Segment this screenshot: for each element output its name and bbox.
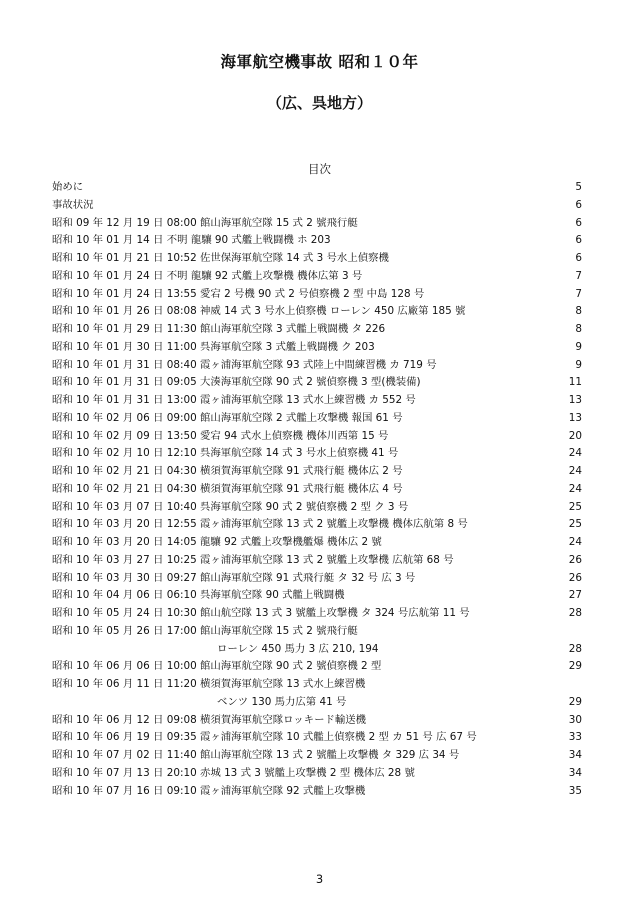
- toc-entry-page: 29: [568, 695, 582, 708]
- toc-entry-page: 34: [568, 766, 582, 779]
- toc-entry-text: 昭和 10 年 06 月 12 日 09:08 横須賀海軍航空隊ロッキード輸送機: [52, 713, 367, 726]
- toc-entry: [52, 321, 582, 339]
- toc-entry-text: 昭和 10 年 01 月 31 日 09:05 大湊海軍航空隊 90 式 2 號偵察機 3 型(機装備): [52, 376, 421, 389]
- toc-entry-text: 始めに: [52, 181, 84, 193]
- toc-entry-text: ベンツ 130 馬力広第 41 号: [217, 695, 347, 708]
- toc-entry-page: 29: [568, 660, 582, 673]
- toc-entry-text: 昭和 10 年 06 月 11 日 11:20 横須賀海軍航空隊 13 式水上練習機: [52, 678, 366, 690]
- toc-entry-text: 昭和 10 年 06 月 19 日 09:35 霞ヶ浦海軍航空隊 10 式艦上偵察機 2 型 カ 51 号 広 67 号: [52, 731, 477, 744]
- toc-entry-page: 13: [568, 411, 582, 424]
- toc-entry: [52, 215, 582, 233]
- toc-entry-text: 昭和 10 年 01 月 31 日 08:40 霞ヶ浦海軍航空隊 93 式陸上中間練習機 カ 719 号: [52, 358, 437, 371]
- toc-entry-text: 昭和 10 年 02 月 06 日 09:00 館山海軍航空隊 2 式艦上攻撃機 報国 61 号: [52, 411, 403, 424]
- toc-entry-text: 昭和 10 年 01 月 24 日 不明 龍驤 92 式艦上攻撃機 機体広第 3 号: [52, 269, 363, 282]
- toc-entry: [52, 481, 582, 499]
- toc-entry: [52, 463, 582, 481]
- toc-entry: [52, 286, 582, 304]
- toc-entry-page: 24: [568, 482, 582, 495]
- toc-entry-text: 昭和 10 年 01 月 24 日 13:55 愛宕 2 号機 90 式 2 号偵察機 2 型 中島 128 号: [52, 287, 425, 300]
- toc-entry-text: 昭和 10 年 05 月 24 日 10:30 館山航空隊 13 式 3 號艦上攻撃機 タ 324 号広航第 11 号: [52, 607, 470, 619]
- toc-entry-page: 24: [568, 447, 582, 460]
- toc-entry-text: 昭和 10 年 03 月 20 日 14:05 龍驤 92 式艦上攻撃機艦爆 機体広 2 號: [52, 536, 382, 548]
- toc-entry: [52, 587, 582, 605]
- document-title: 海軍航空機事故 昭和１０年: [220, 53, 419, 71]
- toc-entry-text: 昭和 10 年 05 月 26 日 17:00 館山海軍航空隊 15 式 2 號飛行艇: [52, 624, 358, 637]
- toc-entry: [52, 374, 582, 392]
- toc-entry-page: 25: [568, 500, 582, 513]
- toc-entry-text: 昭和 10 年 02 月 21 日 04:30 横須賀海軍航空隊 91 式飛行艇 機体広 4 号: [52, 482, 403, 495]
- toc-entry-page: 6: [575, 234, 582, 247]
- toc-entry: [52, 623, 582, 641]
- toc-entry-text: 昭和 10 年 02 月 10 日 12:10 呉海軍航空隊 14 式 3 号水上偵察機 41 号: [52, 447, 399, 460]
- toc-entry: [52, 499, 582, 517]
- toc-entry-page: 20: [568, 429, 582, 442]
- toc-entry-text: 昭和 10 年 07 月 13 日 20:10 赤城 13 式 3 號艦上攻撃機 2 型 機体広 28 號: [52, 766, 415, 779]
- toc-entry-page: 25: [568, 518, 582, 531]
- toc-entry-page: 6: [575, 198, 582, 211]
- toc-entry: [52, 765, 582, 783]
- toc-entry: [52, 570, 582, 588]
- toc-entry: [52, 605, 582, 623]
- toc-entry-text: 昭和 10 年 03 月 30 日 09:27 館山海軍航空隊 91 式飛行艇 タ 32 号 広 3 号: [52, 571, 416, 584]
- toc-entry-page: 7: [575, 269, 582, 282]
- toc-entry-text: 昭和 10 年 02 月 21 日 04:30 横須賀海軍航空隊 91 式飛行艇 機体広 2 号: [52, 465, 403, 477]
- toc-entry: [52, 641, 582, 659]
- toc-entry-text: 昭和 10 年 07 月 16 日 09:10 霞ヶ浦海軍航空隊 92 式艦上攻撃機: [52, 784, 366, 797]
- toc-entry: [52, 445, 582, 463]
- toc-entry-page: 35: [568, 784, 582, 797]
- toc-entry: [52, 410, 582, 428]
- toc-entry-text: 昭和 10 年 03 月 07 日 10:40 呉海軍航空隊 90 式 2 號偵察機 2 型 ク 3 号: [52, 500, 409, 513]
- toc-entry-text: 昭和 10 年 01 月 14 日 不明 龍驤 90 式艦上戦闘機 ホ 203: [52, 234, 331, 247]
- toc-entry: [52, 232, 582, 250]
- page-number: 3: [315, 872, 324, 886]
- toc-entry-page: 6: [575, 252, 582, 264]
- toc-entry-page: 8: [575, 305, 582, 318]
- toc-entry-text: 昭和 10 年 03 月 20 日 12:55 霞ヶ浦海軍航空隊 13 式 2 號艦上攻撃機 機体広航第 8 号: [52, 518, 468, 531]
- toc-entry-page: 9: [575, 358, 582, 371]
- toc-entry-page: 28: [568, 607, 582, 619]
- toc-entry-page: 24: [568, 465, 582, 477]
- toc-entry: [52, 339, 582, 357]
- toc-entry-text: 昭和 10 年 01 月 26 日 08:08 神威 14 式 3 号水上偵察機 ローレン 450 広廠第 185 號: [52, 305, 466, 318]
- toc-entry: [52, 197, 582, 215]
- toc-entry-text: 昭和 10 年 06 月 06 日 10:00 館山海軍航空隊 90 式 2 號偵察機 2 型: [52, 660, 382, 673]
- toc-entry: [52, 357, 582, 375]
- toc-entry-page: 24: [568, 536, 582, 548]
- toc-entry-text: 昭和 10 年 02 月 09 日 13:50 愛宕 94 式水上偵察機 機体川西第 15 号: [52, 429, 389, 442]
- toc-entry-text: ローレン 450 馬力 3 広 210, 194: [217, 642, 379, 655]
- toc-entry-page: 11: [568, 376, 582, 389]
- table-of-contents: [52, 179, 582, 800]
- toc-entry: [52, 729, 582, 747]
- toc-entry-text: 事故状況: [52, 198, 94, 211]
- toc-entry: [52, 694, 582, 712]
- toc-entry: [52, 268, 582, 286]
- toc-entry-page: 9: [575, 340, 582, 353]
- toc-entry-page: 30: [568, 713, 582, 726]
- toc-entry: [52, 428, 582, 446]
- toc-entry-text: 昭和 10 年 01 月 31 日 13:00 霞ヶ浦海軍航空隊 13 式水上練習機 カ 552 号: [52, 394, 416, 406]
- toc-entry-page: 33: [568, 731, 582, 744]
- toc-entry: [52, 747, 582, 765]
- toc-entry-page: 27: [568, 589, 582, 602]
- toc-entry: [52, 712, 582, 730]
- toc-entry-text: 昭和 10 年 07 月 02 日 11:40 館山海軍航空隊 13 式 2 號艦上攻撃機 タ 329 広 34 号: [52, 749, 460, 761]
- toc-entry-page: 34: [568, 749, 582, 761]
- toc-entry-page: 13: [568, 394, 582, 406]
- toc-entry-text: 昭和 10 年 04 月 06 日 06:10 呉海軍航空隊 90 式艦上戦闘機: [52, 589, 345, 602]
- toc-entry-page: 7: [575, 287, 582, 300]
- toc-entry: [52, 392, 582, 410]
- toc-entry-text: 昭和 10 年 01 月 21 日 10:52 佐世保海軍航空隊 14 式 3 号水上偵察機: [52, 252, 389, 264]
- toc-entry: [52, 516, 582, 534]
- toc-entry: [52, 658, 582, 676]
- toc-entry-page: 26: [568, 571, 582, 584]
- toc-entry: [52, 303, 582, 321]
- toc-entry: [52, 179, 582, 197]
- document-subtitle: （広、呉地方）: [266, 94, 372, 112]
- toc-entry-page: 28: [568, 642, 582, 655]
- toc-entry-text: 昭和 09 年 12 月 19 日 08:00 館山海軍航空隊 15 式 2 號飛行艇: [52, 216, 358, 229]
- toc-entry-page: 5: [575, 181, 582, 193]
- toc-entry-text: 昭和 10 年 01 月 29 日 11:30 館山海軍航空隊 3 式艦上戦闘機 タ 226: [52, 323, 386, 335]
- toc-entry: [52, 534, 582, 552]
- toc-entry: [52, 552, 582, 570]
- toc-entry-page: 8: [575, 323, 582, 335]
- toc-entry: [52, 783, 582, 801]
- toc-entry-text: 昭和 10 年 03 月 27 日 10:25 霞ヶ浦海軍航空隊 13 式 2 號艦上攻撃機 広航第 68 号: [52, 553, 454, 566]
- toc-entry: [52, 250, 582, 268]
- toc-entry-text: 昭和 10 年 01 月 30 日 11:00 呉海軍航空隊 3 式艦上戦闘機 ク 203: [52, 340, 375, 353]
- toc-entry: [52, 676, 582, 694]
- toc-heading: 目次: [308, 162, 331, 176]
- toc-entry-page: 26: [568, 553, 582, 566]
- toc-entry-page: 6: [575, 216, 582, 229]
